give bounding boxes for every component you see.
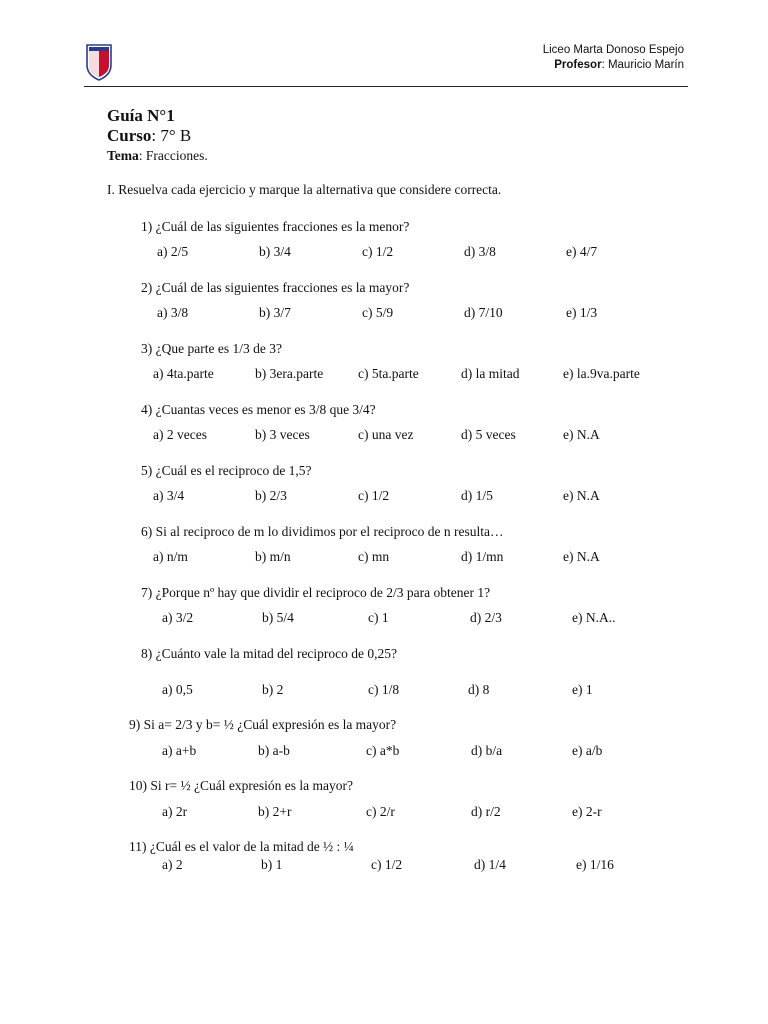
option-8b: b) 2	[262, 682, 284, 697]
header-divider	[84, 86, 688, 87]
option-2d: d) 7/10	[464, 305, 503, 320]
option-2c: c) 5/9	[362, 305, 394, 320]
option-9d: d) b/a	[471, 743, 503, 758]
option-9a: a) a+b	[162, 743, 197, 758]
question-2: 2) ¿Cuál de las siguientes fracciones es la mayor?	[141, 280, 410, 295]
option-9b: b) a-b	[258, 743, 290, 758]
option-11b: b) 1	[261, 857, 283, 872]
curso-value: : 7° B	[151, 126, 192, 145]
option-3d: d) la mitad	[461, 366, 520, 381]
page-title: Guía N°1	[107, 106, 175, 125]
option-6d: d) 1/mn	[461, 549, 504, 564]
option-4a: a) 2 veces	[153, 427, 207, 442]
option-10b: b) 2+r	[258, 804, 292, 819]
option-11d: d) 1/4	[474, 857, 506, 872]
option-3a: a) 4ta.parte	[153, 366, 214, 381]
option-10c: c) 2/r	[366, 804, 395, 819]
option-11e: e) 1/16	[576, 857, 614, 872]
teacher-label: Profesor	[554, 59, 602, 71]
option-3c: c) 5ta.parte	[358, 366, 419, 381]
question-4: 4) ¿Cuantas veces es menor es 3/8 que 3/4?	[141, 402, 376, 417]
option-6b: b) m/n	[255, 549, 291, 564]
question-7: 7) ¿Porque nº hay que dividir el reciproco de 2/3 para obtener 1?	[141, 585, 491, 600]
curso-line	[107, 126, 191, 146]
option-5c: c) 1/2	[358, 488, 390, 503]
school-name: Liceo Marta Donoso Espejo	[542, 44, 684, 56]
option-4d: d) 5 veces	[461, 427, 516, 442]
tema-label: Tema	[107, 148, 139, 163]
option-8c: c) 1/8	[368, 682, 400, 697]
option-7b: b) 5/4	[262, 610, 294, 625]
option-8d: d) 8	[468, 682, 490, 697]
curso-label: Curso	[107, 126, 152, 145]
question-3: 3) ¿Que parte es 1/3 de 3?	[141, 341, 282, 356]
option-3e: e) la.9va.parte	[563, 366, 640, 381]
option-6e: e) N.A	[563, 549, 600, 564]
instruction: I. Resuelva cada ejercicio y marque la alternativa que considere correcta.	[107, 182, 502, 197]
option-3b: b) 3era.parte	[255, 366, 324, 381]
option-10d: d) r/2	[471, 804, 501, 819]
option-5a: a) 3/4	[153, 488, 185, 503]
question-6: 6) Si al reciproco de m lo dividimos por el reciproco de n resulta…	[141, 524, 504, 539]
question-9: 9) Si a= 2/3 y b= ½ ¿Cuál expresión es la mayor?	[129, 717, 397, 732]
tema-line	[107, 148, 208, 164]
option-1e: e) 4/7	[566, 244, 598, 259]
school-crest-icon	[86, 43, 112, 81]
option-10a: a) 2r	[162, 804, 188, 819]
question-10: 10) Si r= ½ ¿Cuál expresión es la mayor?	[129, 778, 353, 793]
option-8a: a) 0,5	[162, 682, 193, 697]
question-1: 1) ¿Cuál de las siguientes fracciones es la menor?	[141, 219, 410, 234]
teacher-line	[554, 59, 684, 71]
option-1b: b) 3/4	[259, 244, 291, 259]
option-1a: a) 2/5	[157, 244, 189, 259]
option-4e: e) N.A	[563, 427, 600, 442]
option-1c: c) 1/2	[362, 244, 394, 259]
option-9e: e) a/b	[572, 743, 603, 758]
question-11: 11) ¿Cuál es el valor de la mitad de ½ : ¼	[129, 839, 354, 854]
tema-value: : Fracciones.	[138, 148, 208, 163]
option-8e: e) 1	[572, 682, 593, 697]
option-5b: b) 2/3	[255, 488, 287, 503]
teacher-name: : Mauricio Marín	[601, 59, 684, 71]
option-5e: e) N.A	[563, 488, 600, 503]
option-5d: d) 1/5	[461, 488, 493, 503]
option-7c: c) 1	[368, 610, 389, 625]
option-9c: c) a*b	[366, 743, 400, 758]
option-2e: e) 1/3	[566, 305, 598, 320]
option-6a: a) n/m	[153, 549, 188, 564]
option-7d: d) 2/3	[470, 610, 502, 625]
option-1d: d) 3/8	[464, 244, 496, 259]
option-7e: e) N.A..	[572, 610, 616, 625]
option-4c: c) una vez	[358, 427, 414, 442]
option-6c: c) mn	[358, 549, 390, 564]
option-11c: c) 1/2	[371, 857, 403, 872]
question-8: 8) ¿Cuánto vale la mitad del reciproco de 0,25?	[141, 646, 398, 661]
option-4b: b) 3 veces	[255, 427, 310, 442]
option-2b: b) 3/7	[259, 305, 291, 320]
option-11a: a) 2	[162, 857, 183, 872]
option-7a: a) 3/2	[162, 610, 194, 625]
option-2a: a) 3/8	[157, 305, 189, 320]
option-10e: e) 2-r	[572, 804, 602, 819]
question-5: 5) ¿Cuál es el reciproco de 1,5?	[141, 463, 312, 478]
